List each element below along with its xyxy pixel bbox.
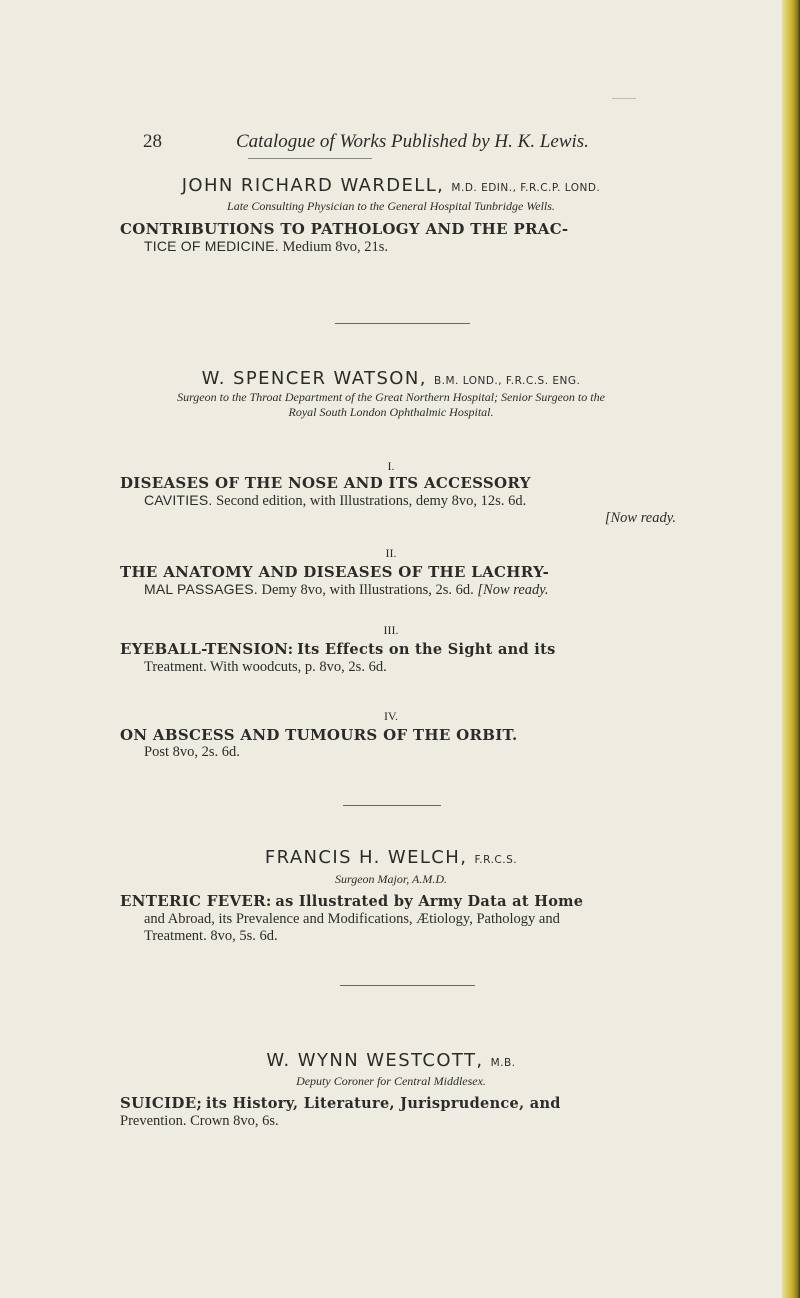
work-numeral: IV. — [383, 709, 399, 723]
work-numeral: II. — [385, 546, 397, 560]
work-details: and Abroad, its Prevalence and Modifications, Ætiology, Pathology and — [144, 911, 560, 927]
work-subtitle: Its Effects on the Sight and its — [297, 641, 556, 658]
faint-fold-line — [612, 98, 636, 99]
author-name: W. WYNN WESTCOTT, M.B. — [266, 1050, 516, 1071]
catalogue-entry — [120, 221, 676, 256]
catalogue-entry — [120, 1095, 676, 1130]
work-details: Treatment. With woodcuts, p. 8vo, 2s. 6d. — [144, 659, 387, 675]
work-title-cont: TICE OF MEDICINE. — [144, 238, 279, 254]
work-title: THE ANATOMY AND DISEASES OF THE LACHRY- — [120, 563, 550, 581]
work-title: DISEASES OF THE NOSE AND ITS ACCESSORY — [120, 474, 531, 492]
catalogue-entry — [120, 893, 676, 945]
catalogue-entry — [120, 475, 676, 527]
work-title: ENTERIC FEVER: — [120, 892, 272, 910]
work-title: ON ABSCESS AND TUMOURS OF THE ORBIT. — [120, 726, 518, 744]
author-name: W. SPENCER WATSON, B.M. LOND., F.R.C.S. ENG. — [201, 368, 581, 389]
author-affiliation: Surgeon to the Throat Department of the Great Northern Hospital; Senior Surgeon to the Royal South London Ophthalmic Hospital. — [177, 390, 605, 419]
work-title: EYEBALL-TENSION: — [120, 640, 294, 658]
catalogue-entry — [120, 641, 676, 676]
work-title-cont: CAVITIES. — [144, 492, 213, 508]
catalogue-entry — [120, 727, 676, 761]
work-numeral: III. — [383, 623, 399, 637]
author-affiliation: Surgeon Major, A.M.D. — [335, 872, 447, 886]
author-degrees: B.M. LOND., F.R.C.S. ENG. — [433, 375, 581, 387]
work-details: Demy 8vo, with Illustrations, 2s. 6d. — [261, 582, 474, 598]
catalogue-entry — [120, 564, 676, 599]
work-numeral: I. — [387, 459, 395, 473]
work-title: CONTRIBUTIONS TO PATHOLOGY AND THE PRAC- — [120, 220, 569, 238]
work-details: Treatment. 8vo, 5s. 6d. — [144, 928, 278, 944]
work-details: Prevention. Crown 8vo, 6s. — [120, 1113, 279, 1129]
page-edge — [782, 0, 800, 1298]
page-number: 28 — [143, 131, 162, 152]
section-divider — [343, 805, 441, 806]
author-degrees: M.D. EDIN., F.R.C.P. LOND. — [451, 182, 601, 194]
section-divider — [335, 323, 470, 324]
header-rule — [248, 158, 372, 159]
work-details: Second edition, with Illustrations, demy 8vo, 12s. 6d. — [216, 493, 527, 509]
availability-note: [Now ready. — [604, 510, 676, 526]
author-name: FRANCIS H. WELCH, F.R.C.S. — [264, 847, 518, 868]
author-degrees: M.B. — [490, 1057, 516, 1069]
running-title: Catalogue of Works Published by H. K. Lewis. — [236, 131, 589, 152]
work-subtitle: as Illustrated by Army Data at Home — [275, 893, 584, 910]
page-header — [0, 131, 780, 161]
author-affiliation: Late Consulting Physician to the General Hospital Tunbridge Wells. — [227, 199, 555, 213]
availability-note: [Now ready. — [477, 582, 549, 598]
author-affiliation: Deputy Coroner for Central Middlesex. — [296, 1074, 486, 1088]
section-divider — [340, 985, 475, 986]
work-title-cont: MAL PASSAGES. — [144, 581, 258, 597]
work-subtitle: its History, Literature, Jurisprudence, and — [205, 1095, 561, 1112]
work-details: Post 8vo, 2s. 6d. — [144, 744, 240, 760]
work-title: SUICIDE; — [120, 1094, 203, 1112]
author-name: JOHN RICHARD WARDELL, M.D. EDIN., F.R.C.P. LOND. — [181, 175, 601, 196]
author-degrees: F.R.C.S. — [474, 854, 518, 866]
work-details: Medium 8vo, 21s. — [282, 239, 389, 255]
